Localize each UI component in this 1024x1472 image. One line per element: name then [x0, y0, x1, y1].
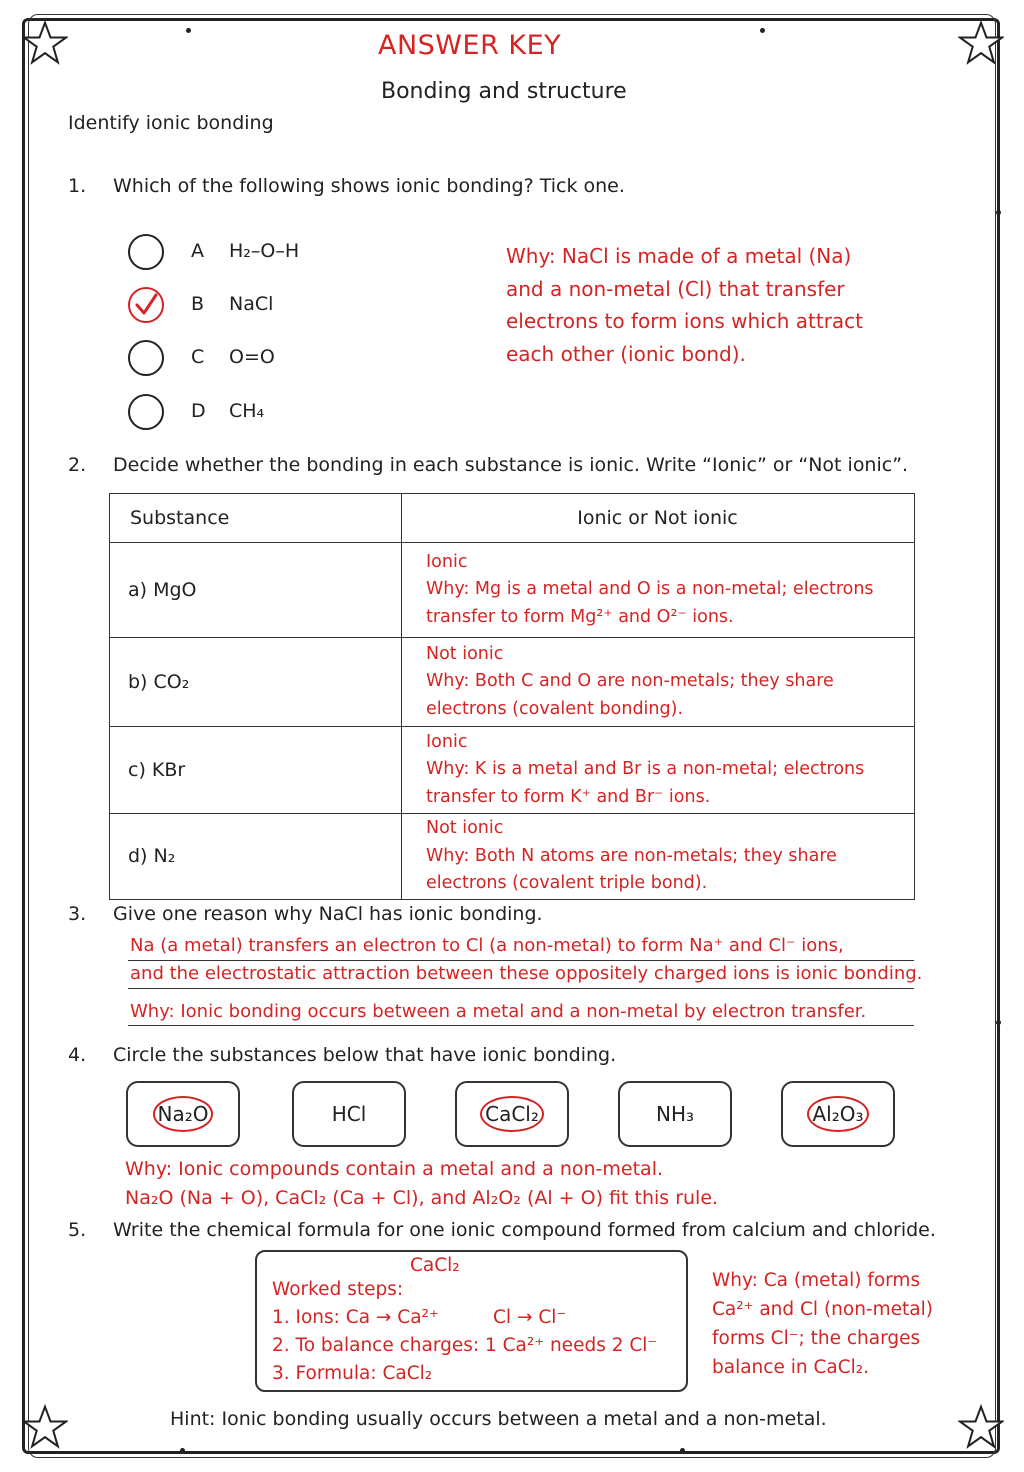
- table-header-row: [110, 494, 915, 543]
- answer-circle: Al₂O₃: [807, 1096, 868, 1132]
- step-1: 1. Ions: Ca → Ca²⁺: [272, 1307, 439, 1328]
- answer-underline: [128, 960, 914, 961]
- question-3-prompt: Give one reason why NaCl has ionic bonding.: [113, 903, 543, 925]
- star-icon: [22, 20, 68, 66]
- star-icon: [958, 20, 1004, 66]
- option-letter: B: [191, 293, 205, 315]
- answer-line-3[interactable]: Why: Ionic bonding occurs between a metal and a non-metal by electron transfer.: [130, 1001, 867, 1022]
- page-title: ANSWER KEY: [378, 30, 562, 61]
- substance-cell: a) MgO: [110, 543, 402, 638]
- q5-explanation: Why: Ca (metal) forms Ca²⁺ and Cl (non-metal) forms Cl⁻; the charges balance in CaCl₂.: [712, 1270, 933, 1378]
- table-row: [110, 543, 915, 638]
- question-1-prompt: Which of the following shows ionic bonding? Tick one.: [113, 175, 625, 197]
- substance-label: NH₃: [655, 1102, 695, 1126]
- decor-dot: [680, 1448, 685, 1453]
- bonding-table: [109, 493, 915, 900]
- decor-dot: [996, 210, 1001, 215]
- option-letter: A: [191, 240, 204, 262]
- question-number: 5.: [68, 1219, 87, 1241]
- question-number: 3.: [68, 903, 87, 925]
- step-3: 3. Formula: CaCl₂: [272, 1363, 433, 1384]
- option-letter: C: [191, 346, 205, 368]
- substance-option-nh3[interactable]: [618, 1081, 732, 1147]
- answer-box[interactable]: [255, 1250, 688, 1392]
- table-row: [110, 727, 915, 814]
- column-header-substance: Substance: [110, 494, 402, 543]
- q1-explanation: Why: NaCl is made of a metal (Na) and a non-metal (Cl) that transfer electrons to form ions which attract each other (ionic bond).: [506, 244, 864, 366]
- table-row: [110, 638, 915, 727]
- answer-circle: CaCl₂: [480, 1096, 544, 1132]
- q4-explanation: Na₂O (Na + O), CaCl₂ (Ca + Cl), and Al₂O₂ (Al + O) fit this rule.: [125, 1187, 719, 1209]
- answer-cell[interactable]: Ionic Why: K is a metal and Br is a non-metal; electrons transfer to form K⁺ and Br⁻ ions.: [402, 727, 915, 814]
- option-formula: CH₄: [229, 400, 265, 422]
- substance-cell: b) CO₂: [110, 638, 402, 727]
- option-a-radio[interactable]: [128, 234, 164, 270]
- answer-underline: [128, 1025, 914, 1026]
- q4-explanation: Why: Ionic compounds contain a metal and a non-metal.: [125, 1158, 664, 1180]
- section-heading: Identify ionic bonding: [68, 112, 274, 134]
- option-letter: D: [191, 400, 206, 422]
- question-number: 4.: [68, 1044, 87, 1066]
- hint-text: Hint: Ionic bonding usually occurs between a metal and a non-metal.: [170, 1408, 827, 1430]
- page-subtitle: Bonding and structure: [381, 79, 627, 104]
- question-number: 1.: [68, 175, 87, 197]
- answer-cell[interactable]: Not ionic Why: Both C and O are non-metals; they share electrons (covalent bonding).: [402, 638, 915, 727]
- answer-circle: Na₂O: [153, 1096, 214, 1132]
- decor-dot: [996, 1020, 1001, 1025]
- substance-option-na2o[interactable]: [126, 1081, 240, 1147]
- question-5-prompt: Write the chemical formula for one ionic compound formed from calcium and chloride.: [113, 1219, 936, 1241]
- question-number: 2.: [68, 454, 87, 476]
- substance-option-al2o3[interactable]: [781, 1081, 895, 1147]
- option-formula: NaCl: [229, 293, 274, 315]
- option-formula: O=O: [229, 346, 275, 368]
- option-b-radio[interactable]: [128, 287, 164, 323]
- table-row: [110, 814, 915, 900]
- answer-underline: [128, 988, 914, 989]
- star-icon: [958, 1404, 1004, 1450]
- option-c-radio[interactable]: [128, 340, 164, 376]
- option-formula: H₂–O–H: [229, 240, 300, 262]
- answer-cell[interactable]: Ionic Why: Mg is a metal and O is a non-metal; electrons transfer to form Mg²⁺ and O²⁻ ions.: [402, 543, 915, 638]
- question-4-prompt: Circle the substances below that have ionic bonding.: [113, 1044, 617, 1066]
- answer-line-1[interactable]: Na (a metal) transfers an electron to Cl (a non-metal) to form Na⁺ and Cl⁻ ions,: [130, 935, 844, 956]
- column-header-answer: Ionic or Not ionic: [402, 494, 915, 543]
- star-icon: [22, 1404, 68, 1450]
- question-2-prompt: Decide whether the bonding in each substance is ionic. Write “Ionic” or “Not ionic”.: [113, 454, 909, 476]
- step-2: 2. To balance charges: 1 Ca²⁺ needs 2 Cl⁻: [272, 1335, 658, 1356]
- substance-option-hcl[interactable]: [292, 1081, 406, 1147]
- answer-line-2[interactable]: and the electrostatic attraction between these oppositely charged ions is ionic bonding.: [130, 963, 923, 984]
- answer-cell[interactable]: Not ionic Why: Both N atoms are non-metals; they share electrons (covalent triple bond).: [402, 814, 915, 900]
- option-d-radio[interactable]: [128, 394, 164, 430]
- substance-cell: d) N₂: [110, 814, 402, 900]
- formula-answer: CaCl₂: [410, 1255, 460, 1276]
- decor-dot: [186, 28, 191, 33]
- substance-option-cacl2[interactable]: [455, 1081, 569, 1147]
- decor-dot: [180, 1448, 185, 1453]
- substance-cell: c) KBr: [110, 727, 402, 814]
- substance-label: HCl: [331, 1102, 367, 1126]
- step-1-chloride: Cl → Cl⁻: [493, 1307, 567, 1328]
- checkmark-icon: [130, 289, 162, 321]
- worked-steps-title: Worked steps:: [272, 1279, 404, 1300]
- decor-dot: [760, 28, 765, 33]
